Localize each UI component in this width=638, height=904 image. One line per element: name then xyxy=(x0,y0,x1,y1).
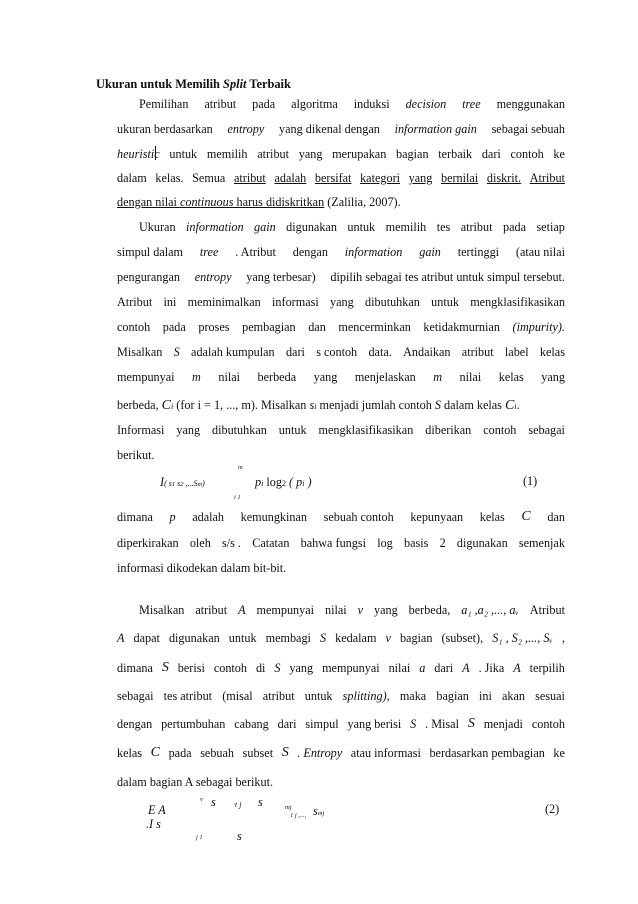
para2-line6: Misalkan S adalah kumpulan dari s contoh data. Andaikan atribut label kelas xyxy=(117,345,565,359)
para4-line6: kelas C pada sebuah subset S . Entropy atau informasi berdasarkan pembagian ke xyxy=(117,745,565,760)
para3-line1: dimana p adalah kemungkinan sebuah contoh kepunyaan kelas C dan xyxy=(117,509,565,524)
para4-line3: dimana S berisi contoh di S yang mempunyai nilai a dari A . Jika A terpilih xyxy=(117,660,565,675)
eq1-sum-sub: i 1 xyxy=(234,494,241,501)
para2-line10: berikut. xyxy=(117,448,155,462)
para2-line4: Atribut ini meminimalkan informasi yang dibutuhkan untuk mengklasifikasikan xyxy=(117,295,565,309)
eq2-numerator-s1: s xyxy=(211,795,216,809)
para3-line2: diperkirakan oleh s/s . Catatan bahwa fungsi log basis 2 digunakan semenjak xyxy=(117,536,565,550)
eq2-numerator-s2: s xyxy=(258,795,263,809)
section-title: Ukuran untuk Memilih Split Terbaik xyxy=(96,77,291,91)
para2-line3: pengurangan entropy yang terbesar) dipilih sebagai tes atribut untuk simpul tersebut. xyxy=(117,270,565,284)
para1-line4: dalam kelas. Semua atribut adalah bersifat kategori yang bernilai diskrit. Atribut xyxy=(117,171,565,185)
para2-line2: simpul dalam tree . Atribut dengan information gain tertinggi (atau nilai xyxy=(117,245,565,259)
para1-line2: ukuran berdasarkan entropy yang dikenal dengan information gain sebagai sebuah xyxy=(117,122,565,136)
eq2-numerator-mj: mj xyxy=(285,804,292,811)
eq2-sum-sup: v xyxy=(200,796,203,803)
para2-line5: contoh pada proses pembagian dan mencerminkan ketidakmurnian (impurity). xyxy=(117,320,565,334)
eq2-denominator: s xyxy=(237,829,242,843)
para1-line3: heuristic untuk memilih atribut yang merupakan bagian terbaik dari contoh ke xyxy=(117,147,565,161)
para2-line9: Informasi yang dibutuhkan untuk mengklasifikasikan diberikan contoh sebagai xyxy=(117,423,565,437)
para2-line7: mempunyai m nilai berbeda yang menjelaskan m nilai kelas yang xyxy=(117,370,565,384)
eq2-number: (2) xyxy=(545,802,560,816)
eq2-smj: smj xyxy=(313,804,325,818)
eq1-lhs: I( s1 s2 ,...Sm) xyxy=(160,475,205,489)
eq2-sum-sub: j 1 xyxy=(196,834,203,841)
para2-line8: berbeda, Ci (for i = 1, ..., m). Misalkan si menjadi jumlah contoh S dalam kelas Ci. xyxy=(117,398,520,413)
eq1-sum-sup: m xyxy=(238,464,243,471)
para4-line4: sebagai tes atribut (misal atribut untuk splitting), maka bagian ini akan sesuai xyxy=(117,689,565,703)
para4-line2: A dapat digunakan untuk membagi S kedalam v bagian (subset), S₁ , S₂ ,..., Sᵥ , xyxy=(117,631,565,645)
eq1-number: (1) xyxy=(523,474,538,488)
para4-line1: Misalkan atribut A mempunyai nilai v yang berbeda, a₁ ,a₂ ,..., aᵥ Atribut xyxy=(139,603,565,617)
eq2-lhs-EA: E A xyxy=(148,803,166,817)
para1-line5: dengan nilai continuous harus didiskritkan (Zalilia, 2007). xyxy=(117,195,401,209)
eq2-dots: ·t j xyxy=(233,800,242,809)
eq2-one-j: 1 j ,..., xyxy=(290,812,307,819)
eq1-body: pi log2 ( pi ) xyxy=(255,475,312,489)
eq2-lhs-Is: .I s xyxy=(146,817,161,831)
para4-line5: dengan pertumbuhan cabang dari simpul yang berisi S . Misal S menjadi contoh xyxy=(117,716,565,731)
para2-line1: Ukuran information gain digunakan untuk memilih tes atribut pada setiap xyxy=(139,220,565,234)
para4-line7: dalam bagian A sebagai berikut. xyxy=(117,775,274,789)
para3-line3: informasi dikodekan dalam bit-bit. xyxy=(117,561,287,575)
para1-line1: Pemilihan atribut pada algoritma induksi decision tree menggunakan xyxy=(139,97,565,111)
